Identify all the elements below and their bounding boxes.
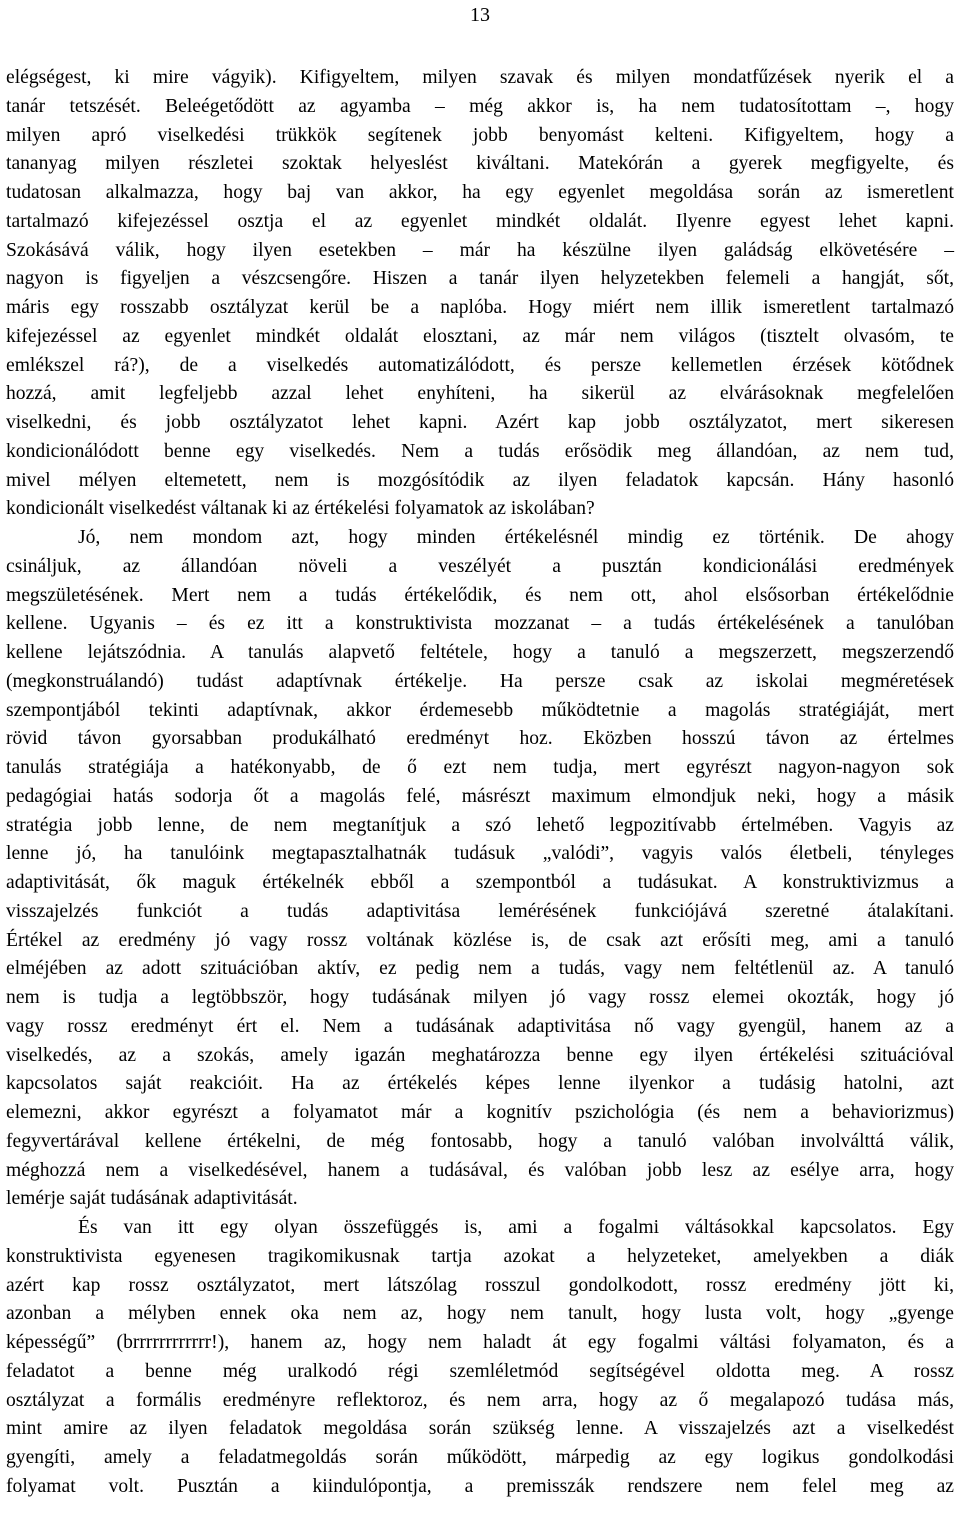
text-line: osztályzat a formális eredményre reflektoroz, és nem arra, hogy az ő megalapozó tudása más, <box>6 1389 954 1411</box>
text-line: rövid távon gyorsabban produkálható eredményt hoz. Eközben hosszú távon az értelmes <box>6 728 954 750</box>
text-line: méghozzá nem a viselkedésével, hanem a tudásával, és valóban jobb lesz az esélye arra, hogy <box>6 1159 954 1181</box>
text-line: tanulás stratégiája a hatékonyabb, de ő ezt nem tudja, mert egyrészt nagyon-nagyon sok <box>6 757 954 778</box>
text-line: vagy rossz eredményt ért el. Nem a tudásának adaptivitása nő vagy gyengül, hanem az a <box>6 1015 954 1037</box>
text-line: mint amire az ilyen feladatok megoldása során szükség lenne. A visszajelzés azt a viselkedést <box>6 1418 954 1440</box>
text-line: gyengíti, amely a feladatmegoldás során működött, márpedig az egy logikus gondolkodási <box>6 1447 954 1468</box>
text-line: lemérje saját tudásának adaptivitását. <box>6 1188 298 1210</box>
text-line: kondicionált viselkedést váltanak ki az értékelési folyamatok az iskolában? <box>6 498 595 520</box>
text-line: elégségest, ki mire vágyik). Kifigyeltem, milyen szavak és milyen mondatfűzések nyerik el a <box>6 67 954 88</box>
text-line: viselkedni, és jobb osztályzatot lehet kapni. Azért kap jobb osztályzatot, mert sikeresen <box>6 412 954 433</box>
text-line: feladatot a benne még uralkodó régi szemléletmód segítségével oldotta meg. A rossz <box>6 1360 954 1382</box>
text-line: nem is tudja a legtöbbször, hogy tudásának milyen jó vagy rossz elemei okozták, hogy jó <box>6 987 954 1008</box>
text-line: kellene. Ugyanis – és ez itt a konstruktivista mozzanat – a tudás értékelésének a tanulóban <box>6 613 954 635</box>
text-line: mivel mélyen eltemetett, nem is mozgósítódik az ilyen feladatok kapcsán. Hány hasonló <box>6 469 954 491</box>
body-text <box>6 64 954 1502</box>
text-line: megszületésének. Mert nem a tudás értékelődik, és nem ott, ahol elsősorban értékelődnie <box>6 584 954 606</box>
text-line: tananyag milyen részletei szoktak helyeslést kiváltani. Matekórán a gyerek megfigyelte, és <box>6 153 954 175</box>
page-number: 13 <box>470 4 490 26</box>
text-line: csináljuk, az állandóan növeli a veszélyét a pusztán kondicionálási eredmények <box>6 555 954 577</box>
text-line: kondicionálódott benne egy viselkedés. Nem a tudás erősödik meg állandóan, az nem tud, <box>6 440 954 462</box>
text-line: nagyon is figyeljen a vészcsengőre. Hiszen a tanár ilyen helyzetekben felemeli a hangját, sőt, <box>6 268 954 290</box>
text-line: És van itt egy olyan összefüggés is, ami a fogalmi váltásokkal kapcsolatos. Egy <box>78 1217 954 1238</box>
text-line: (megkonstruálandó) tudást adaptívnak értékelje. Ha persze csak az iskolai megméretések <box>6 670 954 692</box>
text-line: pedagógiai hatás sodorja őt a magolás felé, másrészt maximum elmondjuk neki, hogy a másik <box>6 785 954 807</box>
text-line: azonban a mélyben ennek oka nem az, hogy nem tanult, hogy lusta volt, hogy „gyenge <box>6 1303 954 1325</box>
text-line: Értékel az eredmény jó vagy rossz voltának közlése is, de csak azt erősíti meg, ami a tanuló <box>6 929 954 951</box>
text-line: tanár tetszését. Beleégetődött az agyamba – még akkor is, ha nem tudatosítottam –, hogy <box>6 95 954 117</box>
text-line: azért kap rossz osztályzatot, mert látszólag rosszul gondolkodott, rossz eredmény jött ki, <box>6 1274 954 1296</box>
text-line: fegyvertárával kellene értékelni, de még fontosabb, hogy a tanuló valóban involválttá válik, <box>6 1130 954 1152</box>
text-line: Jó, nem mondom azt, hogy minden értékelésnél mindig ez történik. De ahogy <box>78 527 954 548</box>
text-line: kellene lejátszódnia. A tanulás alapvető feltétele, hogy a tanuló a megszerzett, megszerzendő <box>6 642 954 663</box>
text-line: elméjében az adott szituációban aktív, ez pedig nem a tudás, vagy nem feltétlenül az. A tanuló <box>6 958 954 980</box>
text-line: milyen apró viselkedési trükkök segítenek jobb benyomást kelteni. Kifigyeltem, hogy a <box>6 124 954 146</box>
text-line: lenne jó, ha tanulóink megtapasztalhatnák tudásuk „valódi”, vagyis valós életbeli, tényleges <box>6 843 954 865</box>
text-line: kapcsolatos saját reakcióit. Ha az értékelés képes lenne ilyenkor a tudásig hatolni, azt <box>6 1073 954 1095</box>
text-line: konstruktivista egyenesen tragikomikusnak tartja azokat a helyzeteket, amelyekben a diák <box>6 1245 954 1267</box>
text-line: folyamat volt. Pusztán a kiindulópontja, a premisszák rendszere nem felel meg az <box>6 1475 954 1497</box>
text-line: tudatosan alkalmazza, hogy baj van akkor, ha egy egyenlet megoldása során az ismeretlent <box>6 182 954 203</box>
text-line: hozzá, amit legfeljebb azzal lehet enyhíteni, ha sikerül az elvárásoknak megfelelően <box>6 383 954 405</box>
text-line: viselkedés, az a szokás, amely igazán meghatározza benne egy ilyen értékelési szituációval <box>6 1044 954 1066</box>
text-line: tartalmazó kifejezéssel osztja el az egyenlet mindkét oldalát. Ilyenre egyest lehet kapni. <box>6 210 954 232</box>
text-line: emlékszel rá?), de a viselkedés automatizálódott, és persze kellemetlen érzések kötődnek <box>6 354 954 376</box>
text-line: adaptivitását, ők maguk értékelnék ebből a szempontból a tudásukat. A konstruktivizmus a <box>6 872 954 893</box>
text-line: visszajelzés funkciót a tudás adaptivitása lemérésének funkciójává szeretné átalakítani. <box>6 900 954 922</box>
text-line: kifejezéssel az egyenlet mindkét oldalát elosztani, az már nem világos (tisztelt olvasóm, te <box>6 325 954 347</box>
text-line: máris egy rosszabb osztályzat kerül be a naplóba. Hogy miért nem illik ismeretlent tartalmazó <box>6 297 954 318</box>
text-line: elemezni, akkor egyrészt a folyamatot már a kognitív pszichológia (és nem a behaviorizmus) <box>6 1102 954 1123</box>
text-line: Szokásává válik, hogy ilyen esetekben – már ha készülne ilyen galádság elkövetésére – <box>6 239 954 261</box>
text-line: szempontjából tekinti adaptívnak, akkor érdemesebb működtetnie a magolás stratégiáját, mert <box>6 699 954 721</box>
text-line: stratégia jobb lenne, de nem megtanítjuk a szó lehető legpozitívabb értelmében. Vagyis az <box>6 814 954 836</box>
text-line: képességű” (brrrrrrrrrrrr!), hanem az, hogy nem haladt át egy fogalmi váltási folyamaton, és a <box>6 1332 954 1353</box>
